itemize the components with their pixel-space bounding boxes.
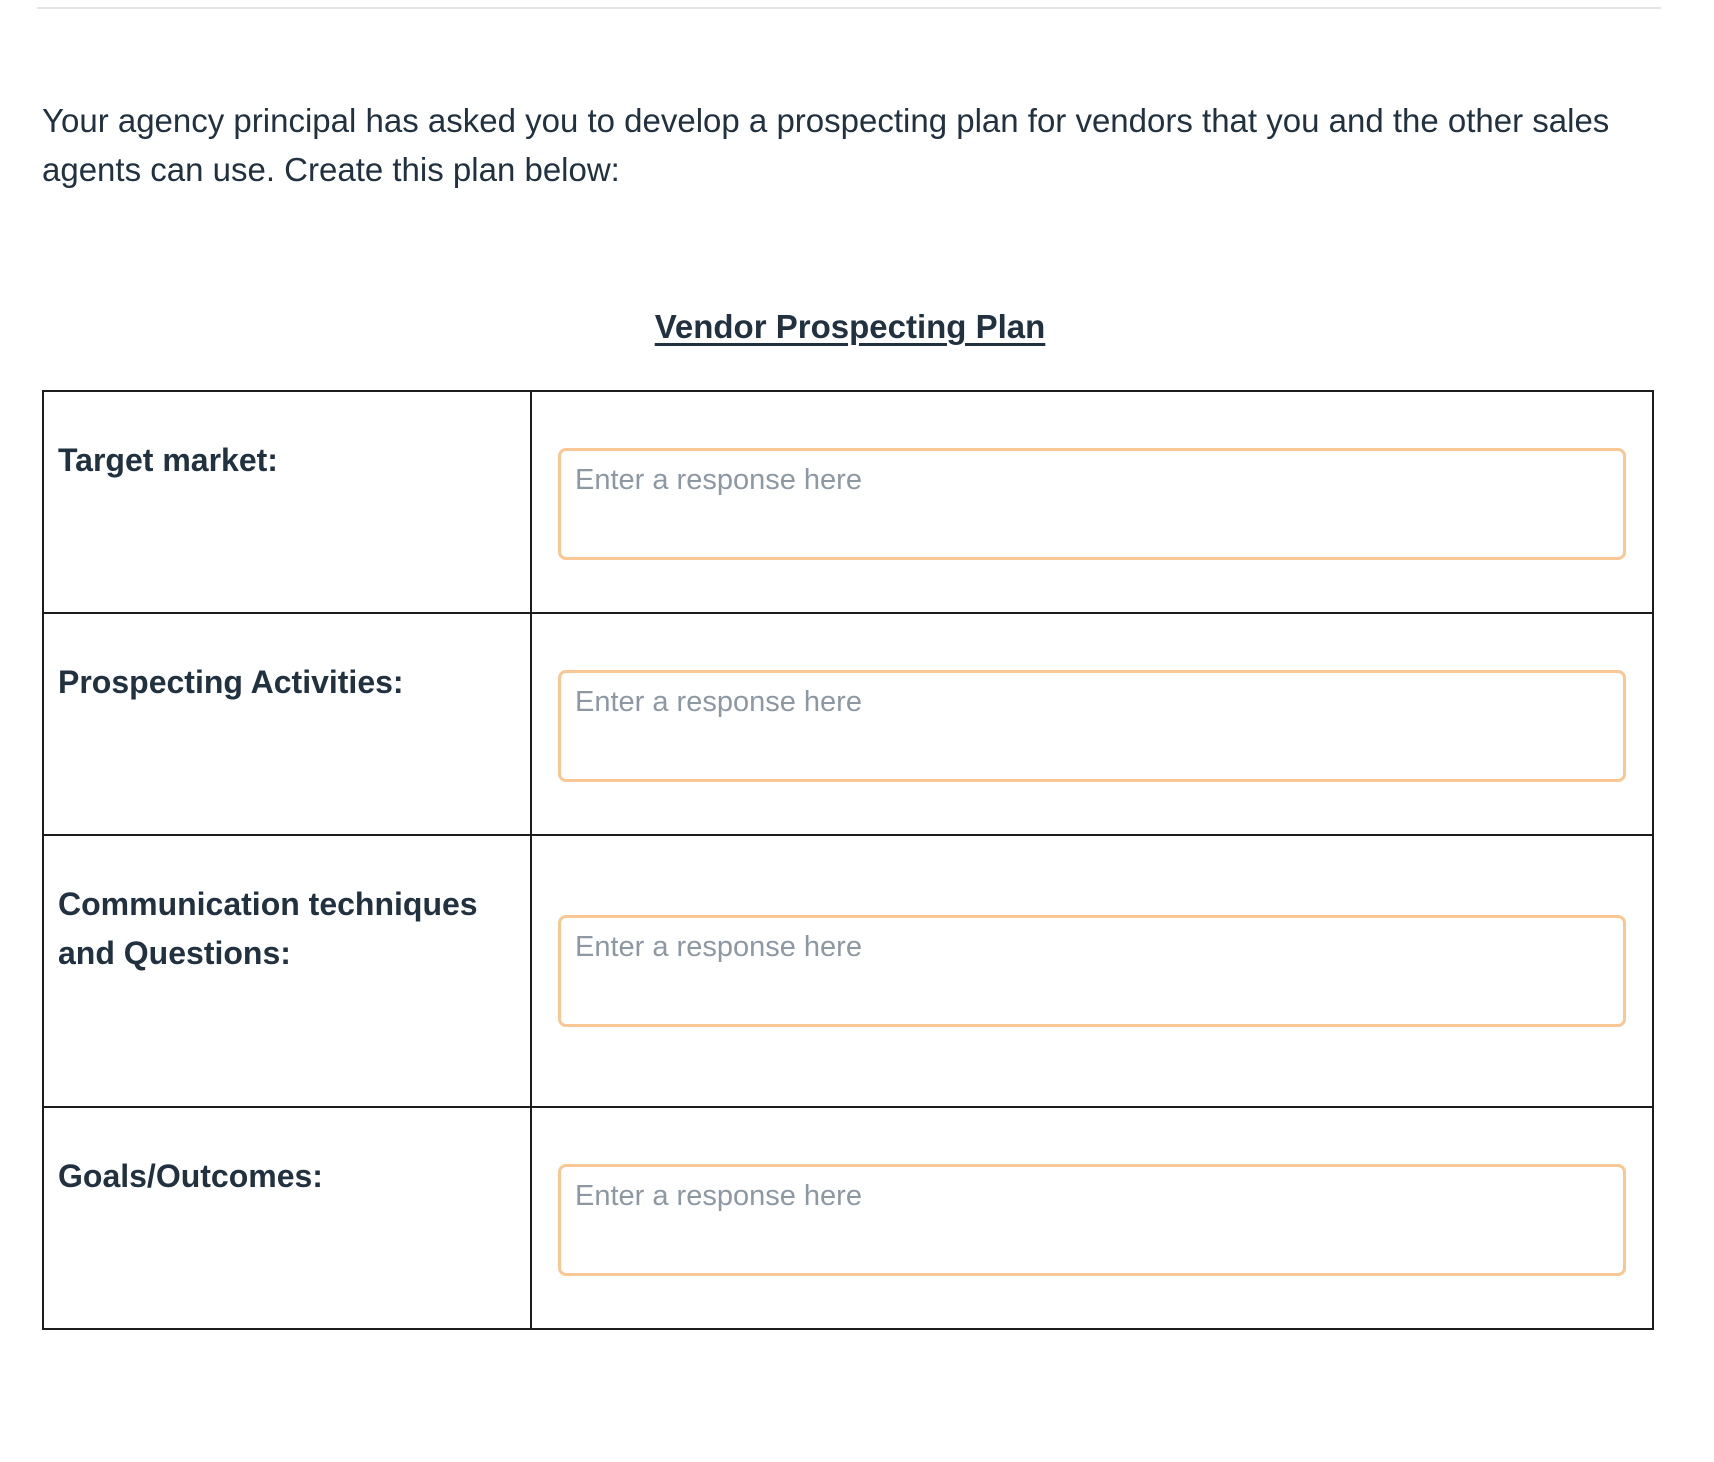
label-cell — [43, 1107, 531, 1329]
response-cell — [531, 391, 1653, 613]
goals-outcomes-label: Goals/Outcomes: — [58, 1158, 323, 1194]
communication-techniques-input[interactable] — [558, 915, 1626, 1027]
intro-paragraph: Your agency principal has asked you to develop a prospecting plan for vendors that you and the other sales agents can use. Create this plan below: — [42, 102, 1610, 188]
target-market-input[interactable] — [558, 448, 1626, 560]
prospecting-plan-table — [42, 390, 1654, 1330]
goals-outcomes-input[interactable] — [558, 1164, 1626, 1276]
response-cell — [531, 1107, 1653, 1329]
table-row-prospecting-activities — [43, 613, 1653, 835]
plan-title: Vendor Prospecting Plan — [654, 308, 1046, 345]
table-row-goals-outcomes — [43, 1107, 1653, 1329]
label-cell — [43, 613, 531, 835]
prospecting-activities-input[interactable] — [558, 670, 1626, 782]
label-cell — [43, 835, 531, 1107]
table-row-communication-techniques — [43, 835, 1653, 1107]
response-cell — [531, 613, 1653, 835]
communication-techniques-label: Communication techniques and Questions: — [58, 886, 478, 971]
label-cell — [43, 391, 531, 613]
prospecting-activities-label: Prospecting Activities: — [58, 664, 404, 700]
table-row-target-market — [43, 391, 1653, 613]
response-cell — [531, 835, 1653, 1107]
target-market-label: Target market: — [58, 442, 278, 478]
top-divider — [37, 7, 1661, 9]
